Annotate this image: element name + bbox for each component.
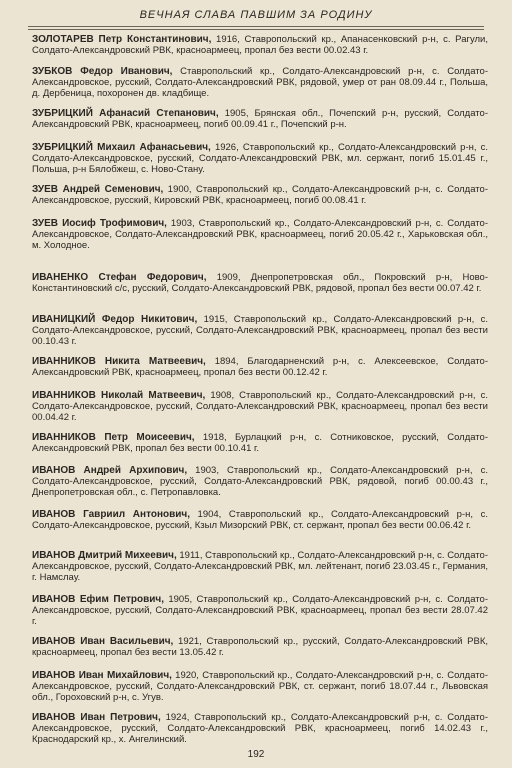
entry-ivanov-ivan-vasilievich xyxy=(32,636,488,658)
entry-ivanov-andrey xyxy=(32,465,488,498)
entry-name: ЗУБКОВ Федор Иванович, xyxy=(32,66,173,77)
entry-name: ИВАНОВ Ефим Петрович, xyxy=(32,594,164,605)
entry-text: 1903, Ставропольский кр., Солдато-Александровский р-н, с. Солдато-Александровское, русский, Солдато-Александровский РВК, рядовой, погиб 00.00.43 г., Днепропетровская обл., с. Петропавловка. xyxy=(32,465,488,498)
entry-text: 1916, Ставропольский кр., Апанасенковский р-н, с. Рагули, Солдато-Александровский РВК, красноармеец, пропал без вести 00.02.43 г. xyxy=(32,34,488,56)
page-number: 192 xyxy=(247,749,265,760)
entry-text: 1908, Ставропольский кр., Солдато-Александровский р-н, с. Солдато-Александровское, русский, Солдато-Александровский РВК, красноармеец, пропал без вести 00.04.42 г. xyxy=(32,390,488,423)
entry-ivanov-gavriil xyxy=(32,509,488,531)
entry-text: 1911, Ставропольский кр., Солдато-Александровский р-н, с. Солдато-Александровское, русский, Солдато-Александровский РВК, мл. лейтенант, погиб 23.03.45 г., Германия, г. Намслау. xyxy=(32,550,488,583)
entry-text: 1915, Ставропольский кр., Солдато-Александровский р-н, с. Солдато-Александровское, русский, Солдато-Александровский РВК, красноармеец, пропал без вести 00.10.43 г. xyxy=(32,314,488,347)
entry-text: 1905, Брянская обл., Почепский р-н, русский, Солдато-Александровский РВК, красноармеец, погиб 00.09.41 г., Почепский р-н. xyxy=(32,108,488,130)
entry-name: ИВАНОВ Иван Васильевич, xyxy=(32,636,174,647)
entry-name: ЗУБРИЦКИЙ Михаил Афанасьевич, xyxy=(32,142,211,153)
entry-zuev-andrey xyxy=(32,184,488,206)
entry-text: 1921, Ставропольский кр., русский, Солдато-Александровский РВК, красноармеец, пропал без вести 13.05.42 г. xyxy=(32,636,488,658)
entry-zuev-iosif xyxy=(32,218,488,251)
entry-name: ИВАННИКОВ Николай Матвеевич, xyxy=(32,390,206,401)
entry-zubritsky-mikhail xyxy=(32,142,488,175)
entry-ivannikov-petr xyxy=(32,432,488,454)
entry-name: ЗУЕВ Андрей Семенович, xyxy=(32,184,164,195)
entry-text: 1904, Ставропольский кр., Солдато-Александровский р-н, с. Солдато-Александровское, русский, Кзыл Мизорский РВК, ст. сержант, пропал без вести 00.06.42 г. xyxy=(32,509,488,531)
entry-ivanov-dmitry xyxy=(32,550,488,583)
entry-text: 1900, Ставропольский кр., Солдато-Александровский р-н, с. Солдато-Александровское, русский, Кировский РВК, красноармеец, погиб 00.08.41 г. xyxy=(32,184,488,206)
entry-name: ЗУЕВ Иосиф Трофимович, xyxy=(32,218,167,229)
entry-text: 1894, Благодарненский р-н, с. Алексеевское, Солдато-Александровский РВК, красноармеец, пропал без вести 00.12.42 г. xyxy=(32,356,488,378)
entry-name: ИВАНОВ Гавриил Антонович, xyxy=(32,509,190,520)
entry-text: 1905, Ставропольский кр., Солдато-Александровский р-н, с. Солдато-Александровское, русский, Солдато-Александровский РВК, красноармеец, пропал без вести 28.07.42 г. xyxy=(32,594,488,627)
entry-name: ИВАНИЦКИЙ Федор Никитович, xyxy=(32,314,198,325)
entry-text: 1926, Ставропольский кр., Солдато-Александровский р-н, с. Солдато-Александровское, русский, Солдато-Александровский РВК, мл. сержант, погиб 15.01.45 г., Польша, р-н Бялобжеш, с. Ново-Стану. xyxy=(32,142,488,175)
entry-text: 1924, Ставропольский кр., Солдато-Александровский р-н, с. Солдато-Александровское, русский, Солдато-Александровский РВК, красноармеец, погиб 14.02.43 г., Краснодарский кр., х. Ангелинский. xyxy=(32,712,488,745)
entry-text: 1903, Ставропольский кр., Солдато-Александровский р-н, с. Солдато-Александровское, Солдато-Александровский РВК, красноармеец, погиб 20.05.42 г., Харьковская обл., м. Холодное. xyxy=(32,218,488,251)
entry-text: Ставропольский кр., Солдато-Александровский р-н, с. Солдато-Александровское, русский, Солдато-Александровский РВК, рядовой, умер от ран 08.09.44 г., Польша, д. Дербеница, похоронен дв. кладбище. xyxy=(32,66,488,99)
entry-text: 1920, Ставропольский кр., Солдато-Александровский р-н, с. Солдато-Александровское, русский, Солдато-Александровский РВК, ст. сержант, погиб 18.07.44 г., Львовская обл., Гороховский р-н, с. Угув. xyxy=(32,670,488,703)
entry-ivannikov-nikita xyxy=(32,356,488,378)
entry-zubritsky-afanasy xyxy=(32,108,488,130)
running-header: ВЕЧНАЯ СЛАВА ПАВШИМ ЗА РОДИНУ xyxy=(28,6,484,27)
entry-ivanov-efim xyxy=(32,594,488,627)
entry-name: ИВАННИКОВ Никита Матвеевич, xyxy=(32,356,206,367)
entry-ivanitsky-fedor xyxy=(32,314,488,347)
entry-name: ИВАНОВ Иван Михайлович, xyxy=(32,670,172,681)
entry-name: ИВАНОВ Иван Петрович, xyxy=(32,712,161,723)
entry-ivanenko-stefan xyxy=(32,272,488,294)
entry-name: ИВАНОВ Дмитрий Михеевич, xyxy=(32,550,177,561)
entry-text: 1918, Бурлацкий р-н, с. Сотниковское, русский, Солдато-Александровский РВК, пропал без вести 00.10.41 г. xyxy=(32,432,489,454)
entry-name: ЗУБРИЦКИЙ Афанасий Степанович, xyxy=(32,108,219,119)
entry-ivanov-ivan-mikhailovich xyxy=(32,670,488,703)
entry-name: ИВАНОВ Андрей Архипович, xyxy=(32,465,188,476)
entry-text: 1909, Днепропетровская обл., Покровский р-н, Ново-Константиновский с/с, русский, Солдато-Александровский РВК, рядовой, пропал без вести 00.07.42 г. xyxy=(32,272,489,294)
entry-name: ИВАНЕНКО Стефан Федорович, xyxy=(32,272,207,283)
entry-ivanov-ivan-petrovich xyxy=(32,712,488,745)
entry-name: ИВАННИКОВ Петр Моисеевич, xyxy=(32,432,195,443)
entry-name: ЗОЛОТАРЕВ Петр Константинович, xyxy=(32,34,212,45)
entry-zolotarev-petr xyxy=(32,34,488,56)
entry-zubkov-fedor xyxy=(32,66,488,99)
entry-ivannikov-nikolay xyxy=(32,390,488,423)
